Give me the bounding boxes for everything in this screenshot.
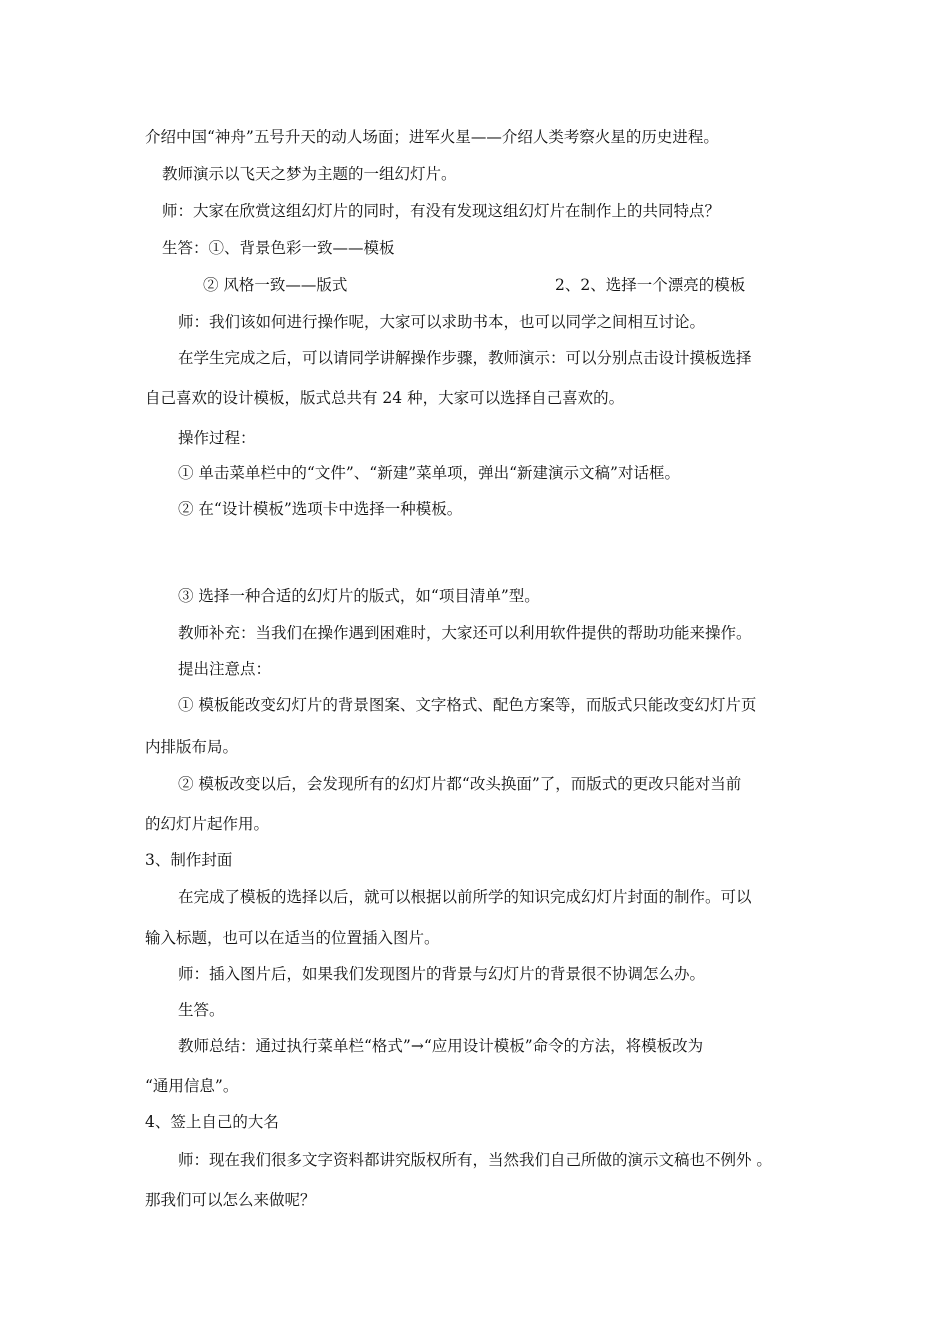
text-line: 操作过程： [178,429,256,447]
text-line: “通用信息”。 [145,1077,239,1095]
text-line: 的幻灯片起作用。 [145,815,270,833]
text-line: ② 风格一致——版式 [203,276,348,294]
list-item: ① 单击菜单栏中的“文件”、“新建”菜单项，弹出“新建演示文稿”对话框。 [178,464,680,482]
text-line: 在完成了模板的选择以后，就可以根据以前所学的知识完成幻灯片封面的制作。可以 [178,888,752,906]
text-line: ① 模板能改变幻灯片的背景图案、文字格式、配色方案等，而版式只能改变幻灯片页 [178,696,757,714]
text-line: 那我们可以怎么来做呢？ [145,1191,316,1209]
text-line: 输入标题，也可以在适当的位置插入图片。 [145,929,440,947]
list-item: ③ 选择一种合适的幻灯片的版式，如“项目清单”型。 [178,587,540,605]
text-line: 提出注意点： [178,660,272,678]
text-line: 师：插入图片后，如果我们发现图片的背景与幻灯片的背景很不协调怎么办。 [178,965,706,983]
text-line: 师：现在我们很多文字资料都讲究版权所有，当然我们自己所做的演示文稿也不例外 。 [178,1151,772,1169]
section-heading: 4、签上自己的大名 [145,1113,279,1131]
text-line: 2、2、选择一个漂亮的模板 [555,276,746,294]
text-line: 师：我们该如何进行操作呢，大家可以求助书本，也可以同学之间相互讨论。 [178,313,706,331]
text-line: 在学生完成之后，可以请同学讲解操作步骤，教师演示：可以分别点击设计摸板选择 [178,349,752,367]
list-item: ② 在“设计模板”选项卡中选择一种模板。 [178,500,463,518]
text-line: 教师演示以飞天之梦为主题的一组幻灯片。 [162,165,457,183]
text-line: 介绍中国“神舟”五号升天的动人场面；进军火星——介绍人类考察火星的历史进程。 [145,128,719,146]
text-line: 师：大家在欣赏这组幻灯片的同时，有没有发现这组幻灯片在制作上的共同特点？ [162,202,721,220]
section-heading: 3、制作封面 [145,851,233,869]
text-line: 教师补充：当我们在操作遇到困难时，大家还可以利用软件提供的帮助功能来操作。 [178,624,752,642]
text-line: 内排版布局。 [145,738,239,756]
text-line: 生答：①、背景色彩一致——模板 [162,239,395,257]
text-line: 生答。 [178,1001,225,1019]
text-line: ② 模板改变以后，会发现所有的幻灯片都“改头换面”了，而版式的更改只能对当前 [178,775,742,793]
text-line: 自己喜欢的设计模板，版式总共有 24 种，大家可以选择自己喜欢的。 [145,389,625,407]
text-line: 教师总结：通过执行菜单栏“格式”→“应用设计模板”命令的方法，将模板改为 [178,1037,704,1055]
